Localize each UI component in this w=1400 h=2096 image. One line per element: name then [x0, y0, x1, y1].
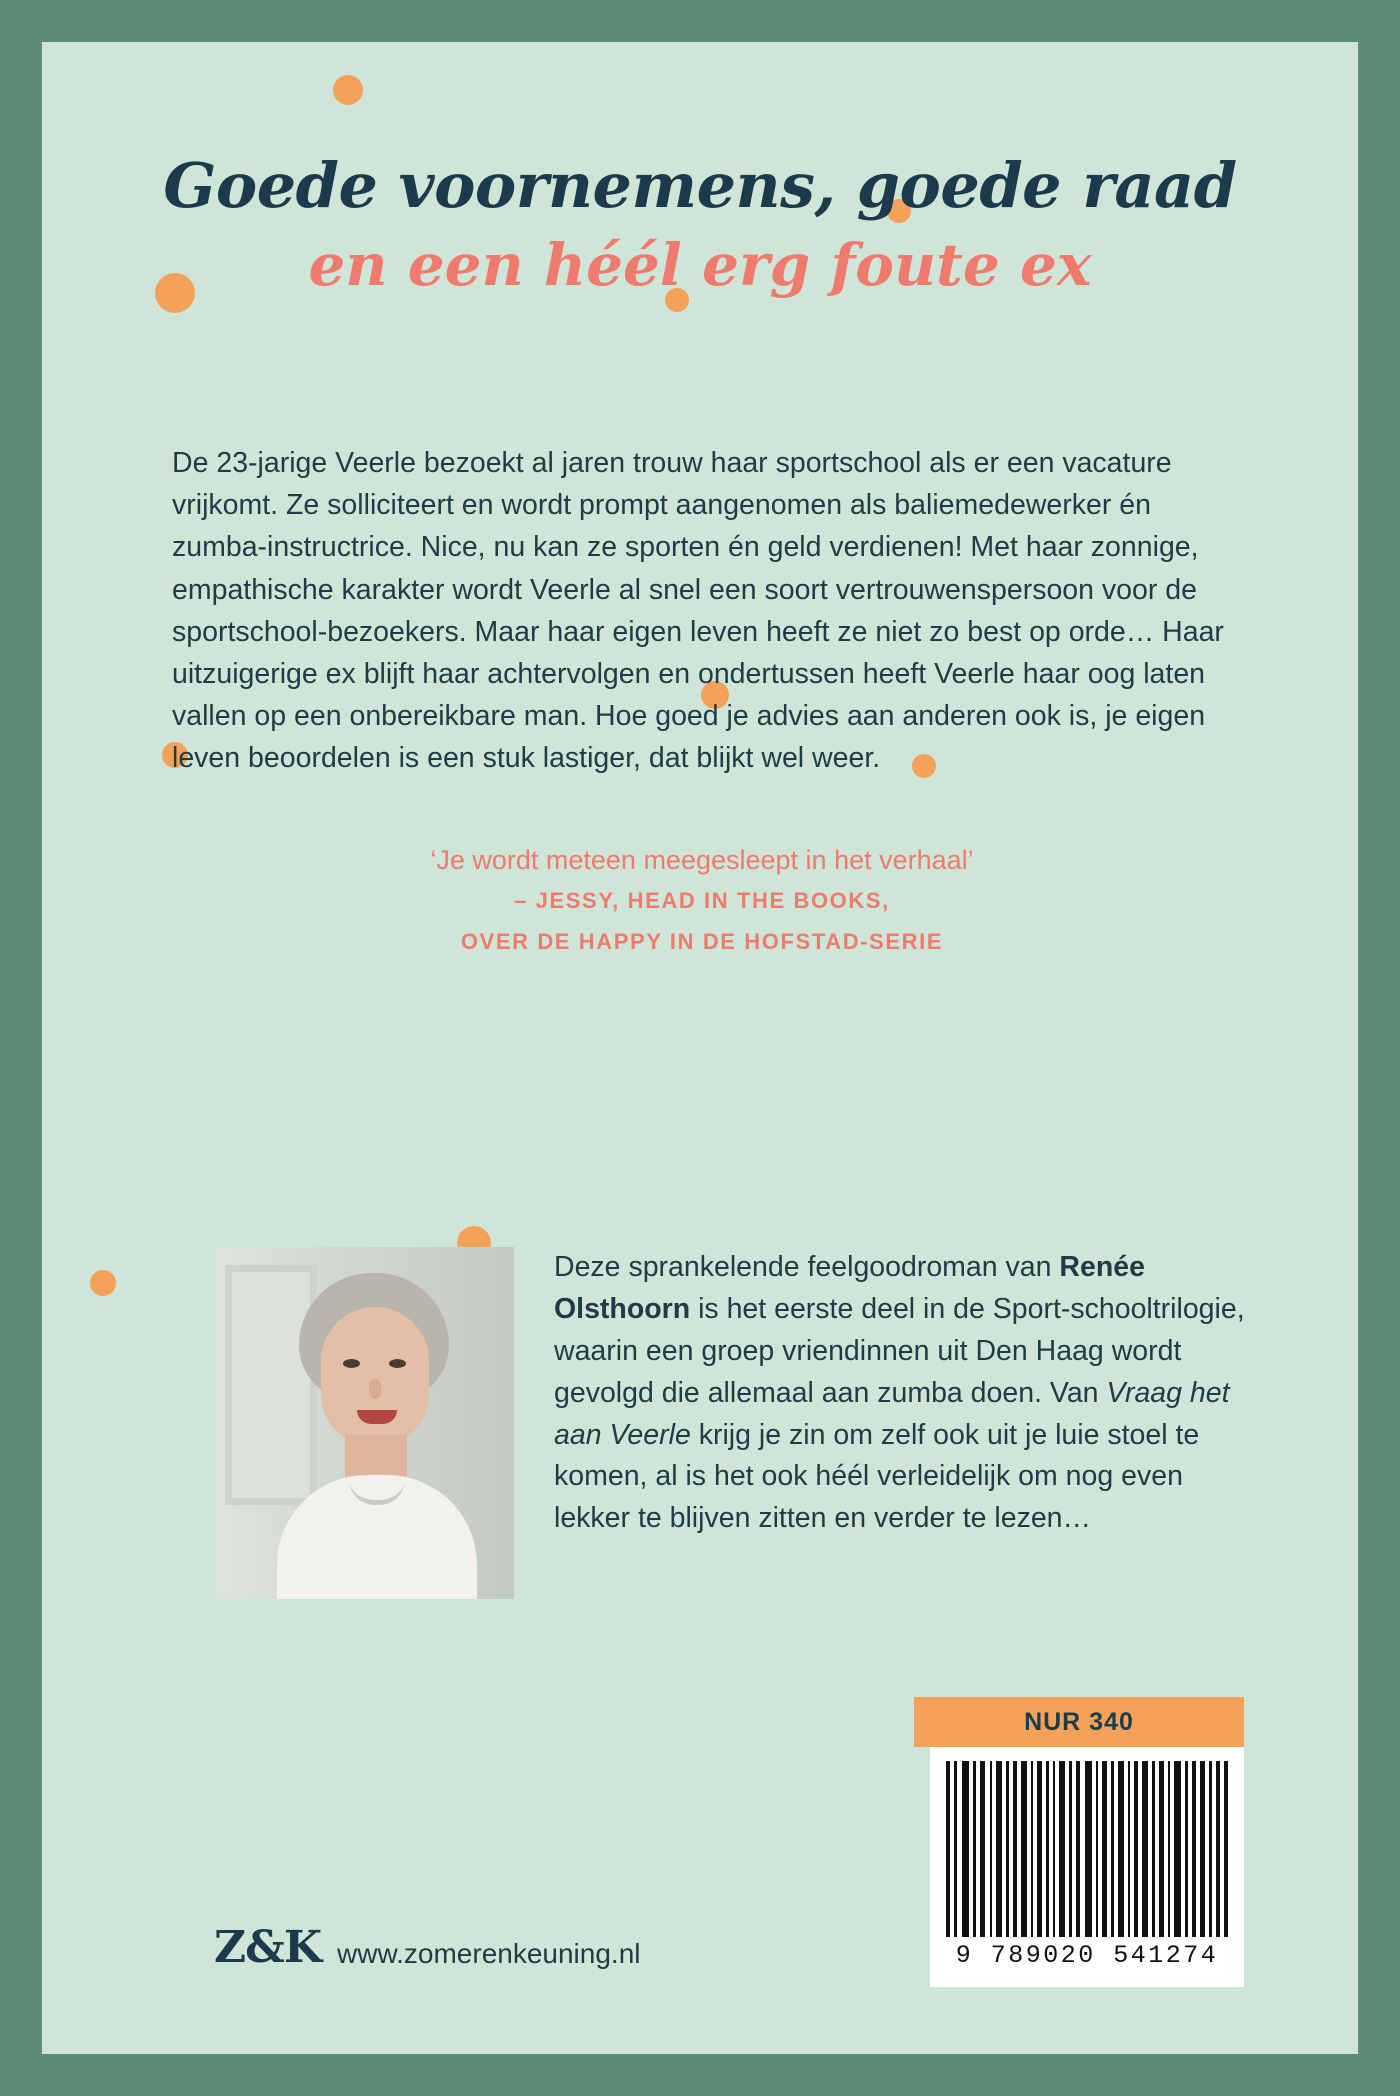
nur-badge: NUR 340: [914, 1697, 1244, 1747]
review-attribution-line-1: – JESSY, HEAD IN THE BOOKS,: [514, 888, 890, 914]
isbn-number: 9 789020 541274: [955, 1941, 1219, 1970]
title-line-1: Goede voornemens, goede raad: [163, 149, 1237, 222]
review-attribution-line-2: OVER DE HAPPY IN DE HOFSTAD-SERIE: [460, 928, 944, 954]
publisher-website: www.zomerenkeuning.nl: [337, 1938, 641, 1969]
author-portrait: [217, 1247, 514, 1599]
decorative-dot: [90, 1270, 116, 1296]
review-quote: ‘Je wordt meteen meegesleept in het verhaal’: [430, 845, 974, 875]
author-name: Renée Olsthoorn: [554, 1251, 1145, 1325]
author-paragraph-part-2: is het eerste deel in de Sport-schooltrilogie, waarin een groep vriendinnen uit Den Haag wordt gevolgd die allemaal aan zumba doen. Van: [554, 1292, 1245, 1409]
author-section: [217, 1247, 1257, 1599]
barcode: [930, 1747, 1244, 1987]
review-quote-block: [172, 842, 1232, 959]
book-title-mention: Vraag het aan Veerle: [554, 1376, 1230, 1451]
publisher-logo: Z&K: [214, 1922, 322, 1973]
title-line-2: en een héél erg foute ex: [308, 231, 1092, 300]
title-block: [42, 149, 1358, 300]
author-paragraph-part-1: Deze sprankelende feelgoodroman van: [554, 1251, 1060, 1283]
author-paragraph-part-3: krijg je zin om zelf ook uit je luie stoel te komen, al is het ook héél verleidelijk om nog even lekker te blijven zitten en verder te lezen…: [554, 1418, 1200, 1535]
blurb-text: De 23-jarige Veerle bezoekt al jaren trouw haar sportschool als er een vacature vrijkomt. Ze solliciteert en wordt prompt aangenomen als baliemedewerker én zumba-instructrice. Nice, nu kan ze sporten én geld verdienen! Met haar zonnige, empathische karakter wordt Veerle al snel een soort vertrouwenspersoon voor de sportschool-bezoekers. Maar haar eigen leven heeft ze niet zo best op orde… Haar uitzuigerige ex blijft haar achtervolgen en ondertussen heeft Veerle haar oog laten vallen op een onbereikbare man. Hoe goed je advies aan anderen ook is, je eigen leven beoordelen is een stuk lastiger, dat blijkt wel weer.: [172, 447, 1224, 775]
barcode-bars: [946, 1761, 1228, 1937]
decorative-dot: [333, 75, 363, 105]
author-paragraph: [554, 1247, 1257, 1599]
cover-panel: [42, 42, 1358, 2054]
